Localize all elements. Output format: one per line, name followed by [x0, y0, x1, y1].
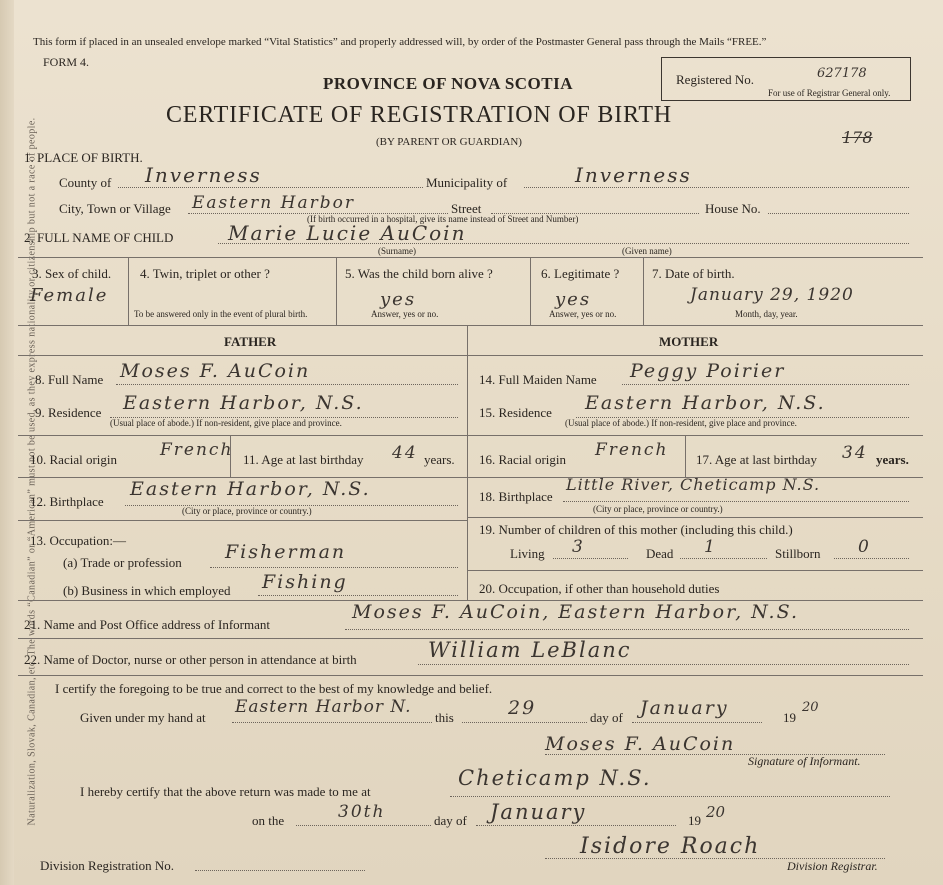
informant-label: 21. Name and Post Office address of Informant: [24, 617, 270, 632]
rule: [467, 435, 923, 436]
mother-occupation-label: 20. Occupation, if other than household duties: [479, 581, 720, 596]
rule: [467, 570, 923, 571]
county-label: County of: [59, 175, 112, 190]
registrar-day-of: day of: [434, 813, 467, 828]
father-trade-label: (a) Trade or profession: [63, 555, 182, 570]
registrar-month-value: January: [490, 800, 587, 824]
certify-statement: I certify the foregoing to be true and correct to the best of my knowledge and belief.: [55, 681, 493, 696]
city-label: City, Town or Village: [59, 201, 171, 216]
dead-line: [680, 558, 767, 559]
given-note: (Given name): [622, 246, 672, 256]
mother-residence-label: 15. Residence: [479, 405, 552, 420]
mother-birthplace-value: Little River, Cheticamp N.S.: [566, 475, 821, 494]
registrar-sig-label: Division Registrar.: [787, 859, 878, 873]
stillborn-value: 0: [858, 537, 871, 557]
informant-value: Moses F. AuCoin, Eastern Harbor, N.S.: [352, 601, 799, 623]
rule: [18, 355, 923, 356]
father-name-value: Moses F. AuCoin: [120, 360, 311, 382]
on-label: on the: [252, 813, 285, 828]
father-birthplace-note: (City or place, province or country.): [182, 506, 312, 516]
father-age-label: 11. Age at last birthday: [243, 452, 364, 467]
rule: [530, 257, 531, 325]
year-prefix: 19: [783, 710, 796, 725]
living-value: 3: [572, 537, 585, 557]
legit-note: Answer, yes or no.: [549, 309, 617, 319]
informant-sig-label: Signature of Informant.: [748, 754, 861, 768]
sex-label: 3. Sex of child.: [32, 266, 112, 281]
county-line: [118, 187, 423, 188]
informant-signature: Moses F. AuCoin: [545, 733, 736, 755]
mother-racial-value: French: [595, 440, 669, 460]
mother-birthplace-note: (City or place, province or country.): [593, 504, 723, 514]
corner-number: 178: [842, 128, 873, 147]
registered-box: [661, 57, 911, 101]
father-residence-note: (Usual place of abode.) If non-resident, give place and province.: [110, 418, 342, 428]
division-label: Division Registration No.: [40, 858, 174, 873]
father-age-unit: years.: [424, 452, 455, 467]
rule: [18, 257, 923, 258]
mother-children-label: 19. Number of children of this mother (including this child.): [479, 522, 793, 537]
legit-label: 6. Legitimate ?: [541, 266, 620, 281]
stillborn-label: Stillborn: [775, 546, 821, 561]
dob-value: January 29, 1920: [690, 285, 854, 305]
place-heading: 1. PLACE OF BIRTH.: [24, 150, 143, 165]
page-title: CERTIFICATE OF REGISTRATION OF BIRTH: [166, 102, 672, 128]
registrar-statement: I hereby certify that the above return was made to me at: [80, 784, 371, 799]
rule: [685, 435, 686, 477]
mother-name-line: [622, 384, 909, 385]
registered-label: Registered No.: [676, 72, 754, 87]
day-value: 29: [508, 697, 537, 719]
father-trade-line: [210, 567, 458, 568]
dead-value: 1: [704, 537, 717, 557]
dob-note: Month, day, year.: [735, 309, 798, 319]
doctor-value: William LeBlanc: [428, 638, 632, 662]
registrar-year-prefix: 19: [688, 813, 701, 828]
dead-label: Dead: [646, 546, 674, 561]
rule: [128, 257, 129, 325]
mother-age-value: 34: [842, 443, 868, 463]
column-divider: [467, 325, 468, 600]
father-trade-value: Fisherman: [225, 541, 347, 563]
rule: [18, 520, 467, 521]
city-value: Eastern Harbor: [192, 193, 355, 213]
surname-note: (Surname): [378, 246, 416, 256]
division-line: [195, 870, 365, 871]
this-label: this: [435, 710, 454, 725]
registrar-day-value: 30th: [338, 802, 386, 822]
margin-note: Naturalization, Slovak, Canadian, etc. The words “Canadian” or “American” must not be used, as they express nationality or citizenship but not a race of people.: [26, 117, 38, 826]
mail-note: This form if placed in an unsealed envelope marked “Vital Statistics” and properly addressed will, by order of the Postmaster General pass through the Mails “FREE.”: [33, 36, 767, 48]
father-heading: FATHER: [224, 334, 277, 349]
mother-residence-value: Eastern Harbor, N.S.: [585, 392, 826, 414]
mother-name-label: 14. Full Maiden Name: [479, 372, 597, 387]
province-heading: PROVINCE OF NOVA SCOTIA: [323, 74, 574, 93]
father-residence-value: Eastern Harbor, N.S.: [123, 392, 364, 414]
father-birthplace-label: 12. Birthplace: [30, 494, 104, 509]
year-value: 20: [802, 700, 819, 715]
mother-age-unit: years.: [876, 452, 909, 467]
rule: [18, 325, 923, 326]
registrar-place-line: [450, 796, 890, 797]
registrar-day-line: [296, 825, 431, 826]
alive-note: Answer, yes or no.: [371, 309, 439, 319]
twin-note: To be answered only in the event of plural birth.: [134, 309, 308, 319]
street-label: Street: [451, 201, 482, 216]
county-value: Inverness: [145, 163, 262, 187]
month-line: [632, 722, 762, 723]
mother-name-value: Peggy Poirier: [630, 360, 786, 382]
mother-age-label: 17. Age at last birthday: [696, 452, 817, 467]
father-business-label: (b) Business in which employed: [63, 583, 231, 598]
rule: [336, 257, 337, 325]
father-business-value: Fishing: [262, 571, 348, 593]
living-line: [553, 558, 628, 559]
rule: [467, 517, 923, 518]
dob-label: 7. Date of birth.: [652, 266, 735, 281]
registrar-signature: Isidore Roach: [580, 834, 761, 859]
mother-birthplace-line: [563, 501, 909, 502]
mother-residence-note: (Usual place of abode.) If non-resident, give place and province.: [565, 418, 797, 428]
legit-value: yes: [555, 289, 592, 310]
municipality-label: Municipality of: [426, 175, 508, 190]
day-of-label: day of: [590, 710, 623, 725]
sex-value: Female: [30, 285, 109, 306]
alive-value: yes: [380, 289, 417, 310]
living-label: Living: [510, 546, 545, 561]
registrar-note: For use of Registrar General only.: [768, 88, 891, 98]
rule: [18, 435, 467, 436]
given-place-value: Eastern Harbor N.: [235, 697, 412, 717]
house-line: [768, 213, 909, 214]
father-age-value: 44: [392, 443, 418, 463]
father-residence-label: 9. Residence: [35, 405, 102, 420]
alive-label: 5. Was the child born alive ?: [345, 266, 493, 281]
informant-line: [345, 629, 909, 630]
municipality-line: [524, 187, 909, 188]
street-note: (If birth occurred in a hospital, give its name instead of Street and Number): [307, 214, 579, 224]
twin-label: 4. Twin, triplet or other ?: [140, 266, 270, 281]
paper-edge: [0, 0, 14, 885]
mother-birthplace-label: 18. Birthplace: [479, 489, 553, 504]
child-name-label: 2. FULL NAME OF CHILD: [24, 230, 174, 245]
father-racial-value: French: [160, 440, 234, 460]
doctor-line: [418, 664, 909, 665]
day-line: [462, 722, 587, 723]
month-value: January: [640, 697, 729, 719]
father-name-label: 8. Full Name: [35, 372, 104, 387]
given-label: Given under my hand at: [80, 710, 206, 725]
registrar-month-line: [476, 825, 676, 826]
father-occupation-label: 13. Occupation:—: [30, 533, 127, 548]
registrar-place-value: Cheticamp N.S.: [458, 766, 652, 790]
subtitle: (BY PARENT OR GUARDIAN): [376, 136, 522, 148]
stillborn-line: [834, 558, 909, 559]
father-business-line: [258, 595, 458, 596]
rule: [18, 675, 923, 676]
father-name-line: [116, 384, 458, 385]
father-birthplace-value: Eastern Harbor, N.S.: [130, 478, 371, 500]
registrar-year-value: 20: [706, 803, 726, 821]
form-number: FORM 4.: [43, 55, 90, 69]
father-racial-label: 10. Racial origin: [30, 452, 118, 467]
municipality-value: Inverness: [575, 163, 692, 187]
rule: [643, 257, 644, 325]
mother-racial-label: 16. Racial origin: [479, 452, 567, 467]
child-name-value: Marie Lucie AuCoin: [228, 221, 467, 245]
given-place-line: [232, 722, 432, 723]
mother-heading: MOTHER: [659, 334, 719, 349]
house-label: House No.: [705, 201, 761, 216]
doctor-label: 22. Name of Doctor, nurse or other person in attendance at birth: [24, 652, 357, 667]
registered-value: 627178: [817, 66, 867, 81]
